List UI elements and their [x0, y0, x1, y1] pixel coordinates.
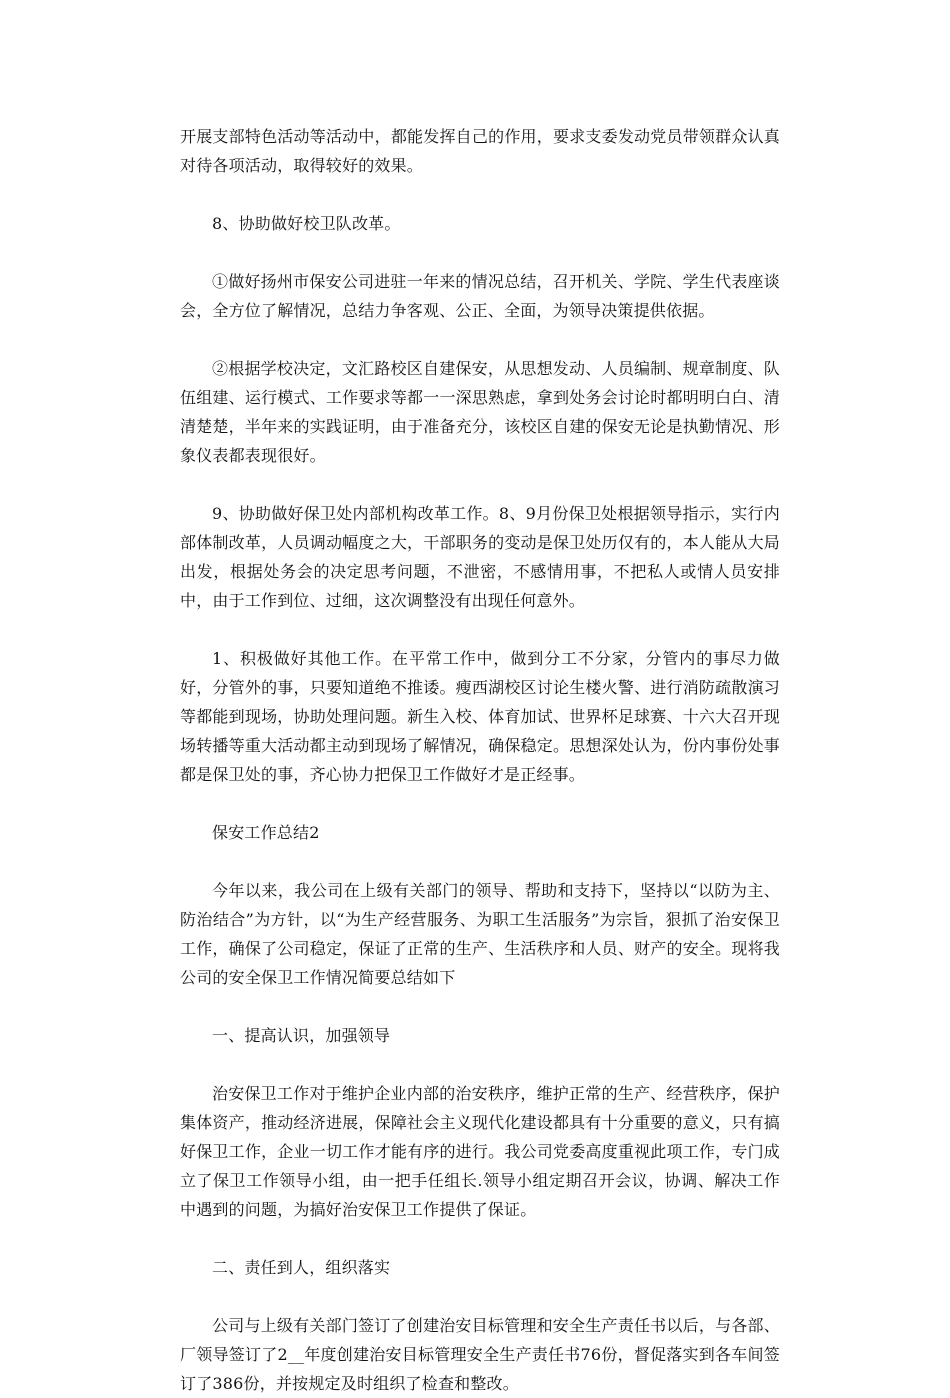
paragraph-gap	[180, 615, 780, 644]
item-heading-8: 8、协助做好校卫队改革。	[212, 214, 401, 233]
heading-one: 一、提高认识，加强领导	[212, 1026, 391, 1045]
paragraph-gap	[180, 238, 780, 267]
paragraph-responsibility: 公司与上级有关部门签订了创建治安目标管理和安全生产责任书以后，与各部、厂领导签订了2__年度创建治安目标管理安全生产责任书76份，督促落实到各车间签订了386份，并按规定及时组织了检查和整改。	[180, 1316, 780, 1393]
paragraph-sub-1: ①做好扬州市保安公司进驻一年来的情况总结，召开机关、学院、学生代表座谈会，全方位了解情况，总结力争客观、公正、全面，为领导决策提供依据。	[180, 272, 780, 320]
document-page	[180, 122, 780, 1398]
paragraph-leadership: 治安保卫工作对于维护企业内部的治安秩序，维护正常的生产、经营秩序，保护集体资产，推动经济进展，保障社会主义现代化建设都具有十分重要的意义，只有搞好保卫工作，企业一切工作才能有序的进行。我公司党委高度重视此项工作，专门成立了保卫工作领导小组，由一把手任组长.领导小组定期召开会议，协调、解决工作中遇到的问题，为搞好治安保卫工作提供了保证。	[180, 1084, 780, 1219]
section-title: 保安工作总结2	[212, 823, 320, 842]
paragraph-intro: 今年以来，我公司在上级有关部门的领导、帮助和支持下，坚持以“以防为主、防治结合”为方针，以“为生产经营服务、为职工生活服务”为宗旨，狠抓了治安保卫工作，确保了公司稳定，保证了正常的生产、生活秩序和人员、财产的安全。现将我公司的安全保卫工作情况简要总结如下	[180, 881, 780, 987]
paragraph-gap	[180, 1224, 780, 1253]
paragraph-gap	[180, 470, 780, 499]
paragraph-gap	[180, 992, 780, 1021]
paragraph-sub-2: ②根据学校决定，文汇路校区自建保安，从思想发动、人员编制、规章制度、队伍组建、运行模式、工作要求等都一一深思熟虑，拿到处务会讨论时都明明白白、清清楚楚，半年来的实践证明，由于准备充分，该校区自建的保安无论是执勤情况、形象仪表都表现很好。	[180, 359, 780, 465]
paragraph-gap	[180, 1282, 780, 1311]
paragraph-gap	[180, 1050, 780, 1079]
paragraph-gap	[180, 325, 780, 354]
paragraph-gap	[180, 180, 780, 209]
paragraph-continued: 开展支部特色活动等活动中，都能发挥自己的作用，要求支委发动党员带领群众认真对待各项活动，取得较好的效果。	[180, 127, 780, 175]
paragraph-gap	[180, 789, 780, 818]
heading-two: 二、责任到人，组织落实	[212, 1258, 391, 1277]
paragraph-item-9: 9、协助做好保卫处内部机构改革工作。8、9月份保卫处根据领导指示，实行内部体制改革，人员调动幅度之大，干部职务的变动是保卫处历仅有的，本人能从大局出发，根据处务会的决定思考问题，不泄密，不感情用事，不把私人或情人员安排中，由于工作到位、过细，这次调整没有出现任何意外。	[180, 504, 780, 610]
paragraph-item-1: 1、积极做好其他工作。在平常工作中，做到分工不分家，分管内的事尽力做好，分管外的事，只要知道绝不推诿。瘦西湖校区讨论生楼火警、进行消防疏散演习等都能到现场，协助处理问题。新生入校、体育加试、世界杯足球赛、十六大召开现场转播等重大活动都主动到现场了解情况，确保稳定。思想深处认为，份内事份处事都是保卫处的事，齐心协力把保卫工作做好才是正经事。	[180, 649, 780, 784]
paragraph-gap	[180, 847, 780, 876]
